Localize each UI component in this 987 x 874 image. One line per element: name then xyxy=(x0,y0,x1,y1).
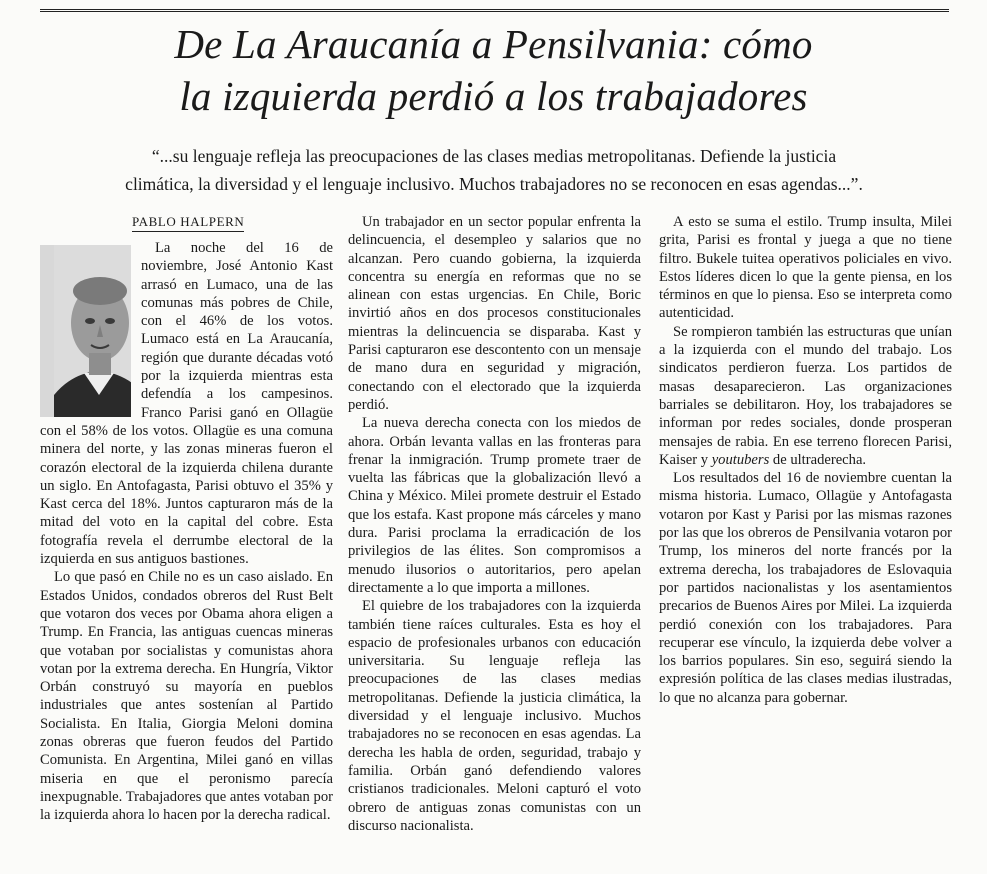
paragraph-7 xyxy=(659,323,952,469)
byline: PABLO HALPERN xyxy=(132,214,244,232)
paragraph-5: El quiebre de los trabajadores con la izquierda también tiene raíces culturales. Esta es hoy el espacio de profesionales urbanos con educación universitaria. Su lenguaje refleja las preocupaciones de las clases medias metropolitanas. Defiende la justicia climática, la diversidad y el lenguaje inclusivo. Muchos trabajadores no se reconocen en esas agendas. La derecha les habla de orden, seguridad, trabajo y familia. Orbán ganó defendiendo valores cristianos tradicionales. Meloni capturó el voto obrero de antiguas zonas comunistas con un discurso nacionalista. xyxy=(348,598,641,834)
paragraph-1 xyxy=(40,239,333,568)
paragraph-6: A esto se suma el estilo. Trump insulta, Milei grita, Parisi es frontal y juega a que no tiene filtro. Bukele tuitea operativos policiales en vivo. Estos líderes dicen lo que la gente piensa, en los términos en que lo piensa. Eso se interpreta como autenticidad. xyxy=(659,214,952,322)
pull-quote-line-2: climática, la diversidad y el lenguaje inclusivo. Muchos trabajadores no se reconocen en esas agendas...”. xyxy=(125,174,863,194)
headline-line-1: De La Araucanía a Pensilvania: cómo xyxy=(174,21,813,67)
paragraph-1-text: La noche del 16 de noviembre, José Antonio Kast arrasó en Lumaco, una de las comunas más pobres de Chile, con el 46% de los votos. Lumaco está en La Araucanía, región que durante décadas votó por la izquierda mientras esta defendía a los campesinos. Franco Parisi ganó en Ollagüe con el 58% de los votos. Ollagüe es una comuna minera del norte, y las zonas mineras fueron el corazón electoral de la izquierda chilena durante un siglo. En Antofagasta, Parisi obtuvo el 35% y Kast cerca del 18%. Juntos capturaron más de la mitad del voto en la capital del cobre. Esta fotografía revela el derrumbe electoral de la izquierda en sus antiguos bastiones. xyxy=(40,240,333,568)
author-portrait-image xyxy=(54,245,131,417)
paragraph-2: Lo que pasó en Chile no es un caso aislado. En Estados Unidos, condados obreros del Rust Belt que votaron dos veces por Obama ahora eligen a Trump. En Francia, las antiguas cuencas mineras que votaban por socialistas y comunistas ahora votan por la extrema derecha. En Hungría, Viktor Orbán construyó su mayoría en pueblos industriales que antes sostenían al Partido Socialista. En Italia, Giorgia Meloni domina zonas obreras que fueron feudos del Partido Comunista. En Argentina, Milei ganó en villas miseria en que el peronismo parecía inexpugnable. Trabajadores que antes votaban por la izquierda ahora lo hacen por la derecha radical. xyxy=(40,569,333,824)
author-photo xyxy=(40,245,131,417)
headline xyxy=(0,18,987,122)
paragraph-8: Los resultados del 16 de noviembre cuentan la misma historia. Lumaco, Ollagüe y Antofagasta votaron por Kast y Parisi por las mismas razones por las que los obreros de Pensilvania votaron por Trump, los mineros del norte francés por la extrema derecha, los trabajadores de Eslovaquia por partidos nacionalistas y los asentamientos precarios de Buenos Aires por Milei. La izquierda perdió conexión con los trabajadores. Para recuperar ese vínculo, la izquierda debe volver a los barrios populares. Sin eso, seguirá siendo la expresión política de las clases medias ilustradas, lo que no alcanza para gobernar. xyxy=(659,470,952,706)
column-2 xyxy=(348,213,641,835)
column-3 xyxy=(659,213,952,707)
paragraph-7-italic: youtubers xyxy=(711,451,770,468)
paragraph-3: Un trabajador en un sector popular enfrenta la delincuencia, el desempleo y salarios que no alcanzan. Pero cuando gobierna, la izquierda concentra su energía en reformas que no se alinean con estas urgencias. En Chile, Boric invirtió años en dos procesos constitucionales mientras la delincuencia se disparaba. Kast y Parisi capturaron ese descontento con un mensaje de mano dura en seguridad y migración, conectando con el electorado que la izquierda perdió. xyxy=(348,214,641,413)
headline-line-2: la izquierda perdió a los trabajadores xyxy=(179,73,808,119)
column-1 xyxy=(40,213,333,825)
top-rule xyxy=(40,9,949,12)
pull-quote-line-1: “...su lenguaje refleja las preocupaciones de las clases medias metropolitanas. Defiende la justicia xyxy=(151,146,837,166)
paragraph-7-text-b: de ultraderecha. xyxy=(769,451,867,468)
paragraph-4: La nueva derecha conecta con los miedos de ahora. Orbán levanta vallas en las fronteras para frenar la inmigración. Trump promete traer de vuelta las fábricas que la globalización llevó a China y México. Milei promete destruir el Estado que los estafa. Kast propone más cárceles y mano dura. Parisi proclama la erradicación de los privilegios de las élites. Son compromisos a menudo ilusorios o autoritarios, pero apelan directamente a lo que importa a millones. xyxy=(348,415,641,596)
paragraph-7-text-a: Se rompieron también las estructuras que unían a la izquierda con el mundo del trabajo. Los sindicatos perdieron fuerza. Los partidos de masas desaparecieron. Las organizaciones barriales se debilitaron. Hoy, los trabajadores se informan por redes sociales, donde prosperan mensajes de rabia. En ese terreno florecen Parisi, Kaiser y xyxy=(659,323,952,468)
pull-quote xyxy=(40,142,948,198)
